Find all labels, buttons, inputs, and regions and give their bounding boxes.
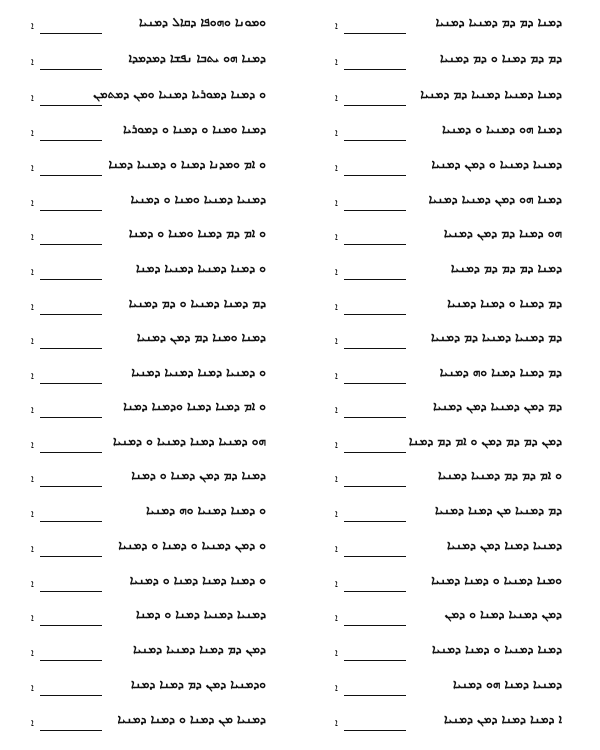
line-end-mark: ܐ: [335, 683, 338, 694]
left-verse-line: [0, 391, 300, 425]
verse-text: ܘ ܕܡܢܐ ܕܡܢܝܐ ܕܡܢܝܐ ܕܡܢܐ: [136, 261, 266, 275]
line-end-mark: ܐ: [31, 718, 34, 729]
line-end-mark: ܐ: [335, 336, 338, 347]
line-end-mark: ܐ: [335, 198, 338, 209]
line-end-mark: ܐ: [335, 613, 338, 624]
line-end-mark: ܐ: [31, 474, 34, 485]
right-verse-line: [300, 7, 600, 41]
fill-line-divider: [344, 348, 406, 349]
fill-line-divider: [40, 383, 102, 384]
fill-line-divider: [40, 556, 102, 557]
fill-line-divider: [344, 660, 406, 661]
fill-line-divider: [344, 591, 406, 592]
fill-line-divider: [344, 486, 406, 487]
verse-text: ܘܡܢܐ ܕܡܢܝܐ ܘ ܕܡܢܐ ܕܡܢܝܐ: [431, 573, 562, 587]
line-end-mark: ܐ: [335, 232, 338, 243]
fill-line-divider: [40, 730, 102, 731]
line-end-mark: ܐ: [335, 371, 338, 382]
verse-text: ܕܡܢܐ ܘܡܢܐ ܕܡ ܕܡܢ ܕܡܢܝܐ: [136, 330, 266, 344]
verse-text: ܕܡܢܐ ܗܘ ܕܡܢܝܐ ܘ ܕܡܢܝܐ: [442, 122, 562, 136]
left-verse-line: [0, 634, 300, 668]
fill-line-divider: [40, 314, 102, 315]
line-end-mark: ܐ: [31, 57, 34, 68]
right-verse-line: [300, 634, 600, 668]
left-verse-line: [0, 114, 300, 148]
fill-line-divider: [344, 175, 406, 176]
line-end-mark: ܐ: [335, 128, 338, 139]
right-column: [300, 0, 600, 750]
verse-text: ܕܡܢ ܕܡ ܕܡܢܐ ܕܡܢܝܐ ܕܡܢܝܐ: [133, 642, 266, 656]
line-end-mark: ܐ: [31, 371, 34, 382]
fill-line-divider: [40, 486, 102, 487]
fill-line-divider: [40, 244, 102, 245]
right-verse-line: [300, 79, 600, 113]
verse-text: ܘ ܐܡ ܕܡ ܕܡܢܐ ܘܡܢܐ ܘ ܕܡܢܐ: [128, 226, 266, 240]
verse-text: ܘ ܕܡܢܐ ܕܡܘܪܝܐ ܕܡܢܝܐ ܘܡܢ ܕܡܬܡܢ: [93, 87, 266, 101]
left-verse-line: [0, 530, 300, 564]
verse-text: ܕܡܢܐ ܕܡܢܝܐ ܕܡܢܝܐ ܕܡ ܕܡܢܝܐ: [420, 87, 562, 101]
left-verse-line: [0, 253, 300, 287]
verse-text: ܕܡܢܐ ܘܡܢܐ ܘ ܕܡܢܐ ܘ ܕܡܘܪܝܐ: [123, 122, 266, 136]
line-end-mark: ܐ: [335, 302, 338, 313]
verse-text: ܐ ܕܡܢܐ ܕܡܢܐ ܕܡܢ ܕܡܢܝܐ: [444, 712, 562, 726]
verse-text: ܕܡ ܕܡܢܝܐ ܡܢ ܕܡܢܐ ܕܡܢܝܐ: [435, 503, 562, 517]
line-end-mark: ܐ: [335, 163, 338, 174]
verse-text: ܕܡܢܝܐ ܕܡܢܝܐ ܕܡܢܐ ܘ ܕܡܢܐ: [136, 607, 266, 621]
verse-text: ܕܡܢܐ ܕܡ ܕܡ ܕܡ ܕܡܢܝܐ: [450, 261, 562, 275]
fill-line-divider: [344, 730, 406, 731]
line-end-mark: ܐ: [31, 648, 34, 659]
right-verse-line: [300, 357, 600, 391]
line-end-mark: ܐ: [31, 405, 34, 416]
line-end-mark: ܐ: [31, 128, 34, 139]
left-verse-line: [0, 184, 300, 218]
right-verse-line: [300, 253, 600, 287]
verse-text: ܕܡܢܝܐ ܡܢ ܕܡܢܐ ܘ ܕܡܢܐ ܕܡܢܝܐ: [117, 712, 266, 726]
left-verse-line: [0, 704, 300, 738]
left-verse-line: [0, 7, 300, 41]
fill-line-divider: [40, 140, 102, 141]
line-end-mark: ܐ: [31, 613, 34, 624]
fill-line-divider: [344, 140, 406, 141]
line-end-mark: ܐ: [335, 718, 338, 729]
line-end-mark: ܐ: [335, 474, 338, 485]
fill-line-divider: [344, 69, 406, 70]
line-end-mark: ܐ: [31, 336, 34, 347]
left-verse-line: [0, 565, 300, 599]
verse-text: ܕܡܢ ܕܡܢܝܐ ܕܡܢܐ ܘ ܕܡܢ: [444, 607, 562, 621]
right-verse-line: [300, 460, 600, 494]
right-verse-line: [300, 322, 600, 356]
fill-line-divider: [40, 521, 102, 522]
fill-line-divider: [344, 452, 406, 453]
verse-text: ܘ ܐܡ ܕܡ ܕܡ ܕܡܢܝܐ ܕܡܢܝܐ: [437, 468, 562, 482]
line-end-mark: ܐ: [335, 57, 338, 68]
right-verse-line: [300, 565, 600, 599]
verse-text: ܘ ܕܡܢܝܐ ܕܡܢܐ ܕܡܢܝܐ ܕܡܢܝܐ: [131, 365, 266, 379]
verse-text: ܕܡܢܐ ܕܡܢܝܐ ܘ ܕܡܢܐ ܕܡܢܝܐ: [432, 642, 562, 656]
fill-line-divider: [344, 244, 406, 245]
line-end-mark: ܐ: [335, 579, 338, 590]
verse-text: ܗܘ ܕܡܢܝܐ ܕܡܢܐ ܕܡܢܝܐ ܘ ܕܡܢܝܐ: [113, 434, 266, 448]
left-verse-line: [0, 495, 300, 529]
line-end-mark: ܐ: [31, 198, 34, 209]
verse-text: ܘ ܐܡ ܕܡܢܐ ܕܡܢܐ ܘܕܡܢܐ ܕܡܢܐ: [123, 399, 266, 413]
right-verse-line: [300, 149, 600, 183]
right-verse-line: [300, 391, 600, 425]
fill-line-divider: [344, 556, 406, 557]
line-end-mark: ܐ: [335, 21, 338, 32]
verse-text: ܕܡܢ ܕܡ ܕܡ ܕܡܢ ܘ ܐܡ ܕܡ ܕܡܢܐ: [408, 434, 562, 448]
left-verse-line: [0, 43, 300, 77]
fill-line-divider: [40, 33, 102, 34]
line-end-mark: ܐ: [335, 93, 338, 104]
left-verse-line: [0, 322, 300, 356]
left-verse-line: [0, 599, 300, 633]
verse-text: ܕܡܢܐ ܗܘ ܕܡܢ ܕܡܢܝܐ ܕܡܢܝܐ: [428, 192, 562, 206]
left-verse-line: [0, 288, 300, 322]
right-verse-line: [300, 288, 600, 322]
verse-text: ܕܡܢܝܐ ܕܡܢܝܐ ܘܡܢܐ ܘ ܕܡܢܝܐ: [130, 192, 266, 206]
fill-line-divider: [344, 625, 406, 626]
left-verse-line: [0, 460, 300, 494]
line-end-mark: ܐ: [31, 544, 34, 555]
line-end-mark: ܐ: [335, 267, 338, 278]
right-verse-line: [300, 704, 600, 738]
line-end-mark: ܐ: [31, 93, 34, 104]
verse-text: ܕܡ ܕܡܢܐ ܕܡܢܐ ܘܗ ܕܡܢܝܐ: [439, 365, 562, 379]
verse-text: ܘ ܐܡ ܘܡܕܢܐ ܕܡܢܐ ܘ ܕܡܢܝܐ ܕܡܢܐ: [108, 157, 266, 171]
fill-line-divider: [40, 348, 102, 349]
fill-line-divider: [344, 695, 406, 696]
line-end-mark: ܐ: [31, 440, 34, 451]
line-end-mark: ܐ: [335, 648, 338, 659]
left-verse-line: [0, 426, 300, 460]
fill-line-divider: [40, 452, 102, 453]
verse-text: ܕܡ ܕܡܢܐ ܘ ܕܡܢܐ ܕܡܢܝܐ: [447, 296, 562, 310]
line-end-mark: ܐ: [31, 21, 34, 32]
right-verse-line: [300, 530, 600, 564]
fill-line-divider: [40, 69, 102, 70]
right-verse-line: [300, 114, 600, 148]
line-end-mark: ܐ: [31, 267, 34, 278]
fill-line-divider: [344, 383, 406, 384]
verse-text: ܘܡܘܢܐ ܘܗܘܦܐ ܕܩܐܠ ܕܡܢܝܐ: [139, 15, 266, 29]
fill-line-divider: [344, 279, 406, 280]
fill-line-divider: [40, 417, 102, 418]
fill-line-divider: [40, 175, 102, 176]
right-verse-line: [300, 218, 600, 252]
left-verse-line: [0, 669, 300, 703]
line-end-mark: ܐ: [335, 405, 338, 416]
right-verse-line: [300, 495, 600, 529]
fill-line-divider: [344, 521, 406, 522]
fill-line-divider: [40, 660, 102, 661]
fill-line-divider: [40, 210, 102, 211]
right-verse-line: [300, 669, 600, 703]
line-end-mark: ܐ: [31, 683, 34, 694]
verse-text: ܘܕܡܢܝܐ ܕܡܢ ܕܡ ܕܡܢܐ ܕܡܢܐ: [131, 677, 266, 691]
verse-text: ܕܡܢܐ ܕܡ ܕܡ ܕܡܢܝܐ ܕܡܢܝܐ: [435, 15, 562, 29]
fill-line-divider: [344, 210, 406, 211]
right-verse-line: [300, 184, 600, 218]
line-end-mark: ܐ: [31, 163, 34, 174]
line-end-mark: ܐ: [31, 579, 34, 590]
verse-text: ܕܡ ܕܡܢܝܐ ܕܡܢܝܐ ܕܡ ܕܡܢܝܐ: [431, 330, 562, 344]
line-end-mark: ܐ: [335, 544, 338, 555]
verse-text: ܕܡܢܐ ܕܡ ܕܡܢ ܕܡܢܐ ܘ ܕܡܢܐ: [131, 468, 266, 482]
right-verse-line: [300, 426, 600, 460]
left-verse-line: [0, 79, 300, 113]
line-end-mark: ܐ: [335, 440, 338, 451]
line-end-mark: ܐ: [31, 302, 34, 313]
line-end-mark: ܐ: [335, 509, 338, 520]
fill-line-divider: [344, 33, 406, 34]
verse-text: ܕܡ ܕܡܢ ܕܡܢܝܐ ܕܡܢ ܕܡܢܝܐ: [433, 399, 562, 413]
right-verse-line: [300, 43, 600, 77]
verse-text: ܕܡ ܕܡ ܕܡܢܐ ܘ ܕܡ ܕܡܢܝܐ: [440, 51, 562, 65]
verse-text: ܕܡܢܝܐ ܕܡܢܐ ܕܡܢ ܕܡܢܝܐ: [446, 538, 562, 552]
verse-text: ܗܘ ܕܡܢܐ ܕܡ ܕܡܢ ܕܡܢܝܐ: [443, 226, 562, 240]
verse-text: ܘ ܕܡܢܐ ܕܡܢܐ ܕܡܢܐ ܘ ܕܡܢܝܐ: [129, 573, 266, 587]
right-verse-line: [300, 599, 600, 633]
line-end-mark: ܐ: [31, 509, 34, 520]
verse-text: ܕܡܢܝܐ ܕܡܢܐ ܗܘ ܕܡܢܝܐ: [453, 677, 562, 691]
line-end-mark: ܐ: [31, 232, 34, 243]
fill-line-divider: [344, 105, 406, 106]
verse-text: ܕܡ ܕܡܢܐ ܕܡܢܝܐ ܘ ܕܡ ܕܡܢܝܐ: [128, 296, 266, 310]
verse-text: ܕܡܢܝܐ ܕܡܢܝܐ ܘ ܕܡܢ ܕܡܢܝܐ: [431, 157, 562, 171]
fill-line-divider: [40, 591, 102, 592]
left-verse-line: [0, 357, 300, 391]
fill-line-divider: [40, 105, 102, 106]
verse-text: ܘ ܕܡܢܐ ܕܡܢܝܐ ܘܗ ܕܡܢܝܐ: [146, 503, 266, 517]
fill-line-divider: [40, 625, 102, 626]
fill-line-divider: [344, 417, 406, 418]
verse-text: ܕܡܢܐ ܗܘ ܝܬܒܐ ܢܦܫܐ ܕܡܕܡܕܐ: [128, 51, 266, 65]
fill-line-divider: [40, 695, 102, 696]
left-verse-line: [0, 218, 300, 252]
fill-line-divider: [40, 279, 102, 280]
left-verse-line: [0, 149, 300, 183]
fill-line-divider: [344, 314, 406, 315]
verse-text: ܘ ܕܡܢ ܕܡܢܝܐ ܘ ܕܡܢܐ ܘ ܕܡܢܝܐ: [118, 538, 266, 552]
